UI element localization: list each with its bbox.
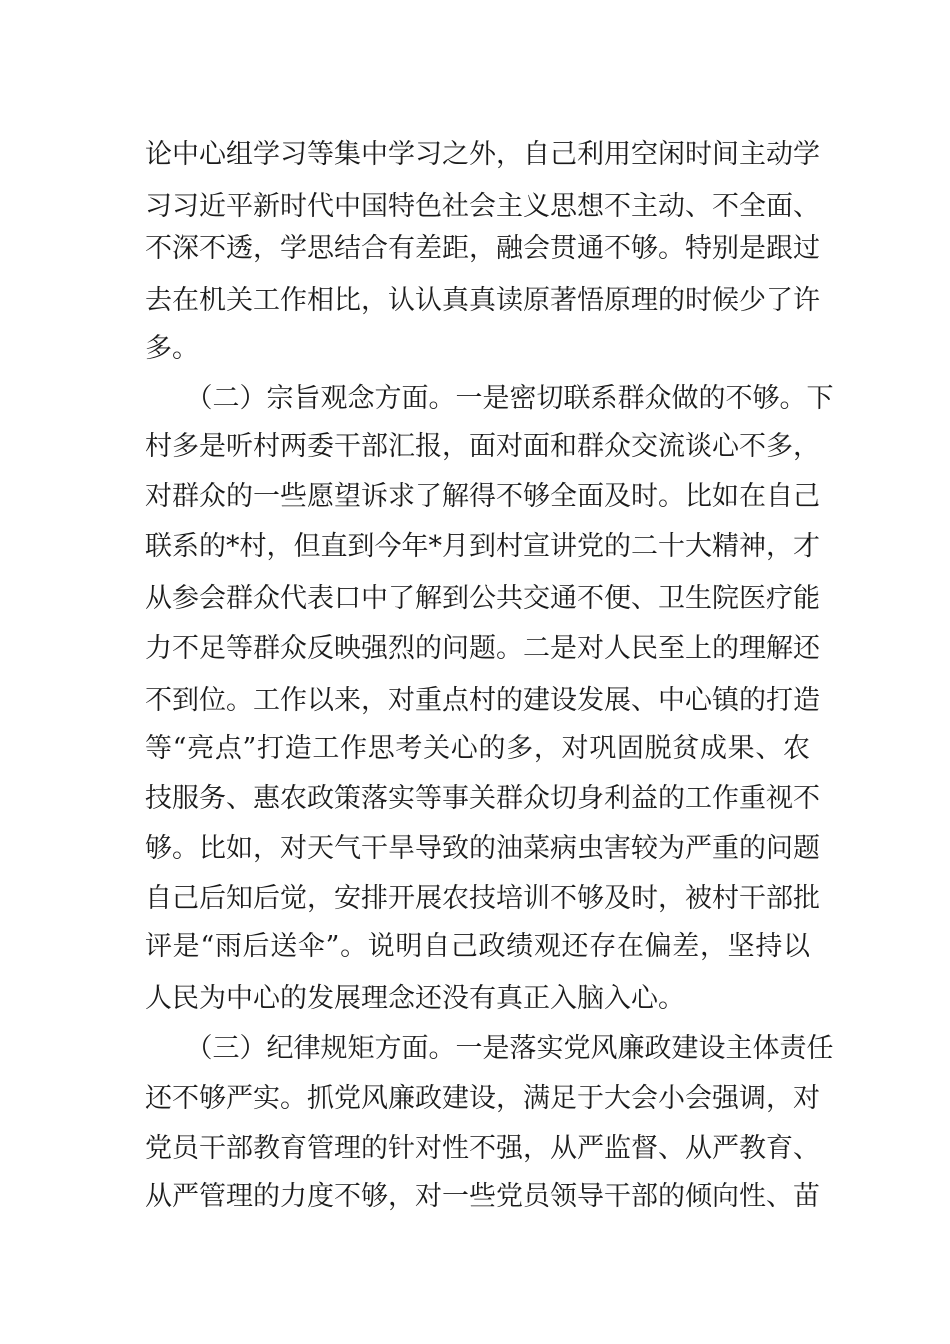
text-line: 还不够严实。抓党风廉政建设，满足于大会小会强调，对 xyxy=(145,1083,820,1114)
text-line: 去在机关工作相比，认认真真读原著悟原理的时候少了许 xyxy=(145,285,820,316)
text-line: 自己后知后觉，安排开展农技培训不够及时，被村干部批 xyxy=(145,883,820,914)
text-line: 不到位。工作以来，对重点村的建设发展、中心镇的打造 xyxy=(145,685,820,716)
text-line: 不深不透，学思结合有差距，融会贯通不够。特别是跟过 xyxy=(145,233,820,264)
text-line: 联系的*村，但直到今年*月到村宣讲党的二十大精神，才 xyxy=(145,531,820,562)
text-line: 评是“雨后送伞”。说明自己政绩观还存在偏差，坚持以 xyxy=(145,931,810,962)
text-line: 论中心组学习等集中学习之外，自己利用空闲时间主动学 xyxy=(145,139,820,170)
text-line: 村多是听村两委干部汇报，面对面和群众交流谈心不多， xyxy=(145,431,820,462)
paragraph-heading-line: （三）纪律规矩方面。一是落实党风廉政建设主体责任 xyxy=(145,1033,834,1064)
text-line: 党员干部教育管理的针对性不强，从严监督、从严教育、 xyxy=(145,1133,820,1164)
text-line: 多。 xyxy=(145,333,199,364)
text-line: 等“亮点”打造工作思考关心的多，对巩固脱贫成果、农 xyxy=(145,733,810,764)
text-line: 从严管理的力度不够，对一些党员领导干部的倾向性、苗 xyxy=(145,1181,820,1212)
text-line: 习习近平新时代中国特色社会主义思想不主动、不全面、 xyxy=(145,191,820,222)
text-line: 对群众的一些愿望诉求了解得不够全面及时。比如在自己 xyxy=(145,481,820,512)
text-line: 力不足等群众反映强烈的问题。二是对人民至上的理解还 xyxy=(145,633,820,664)
text-line: 够。比如，对天气干旱导致的油菜病虫害较为严重的问题 xyxy=(145,833,820,864)
text-line: 从参会群众代表口中了解到公共交通不便、卫生院医疗能 xyxy=(145,583,820,614)
text-line: 技服务、惠农政策落实等事关群众切身利益的工作重视不 xyxy=(145,783,820,814)
paragraph-heading-line: （二）宗旨观念方面。一是密切联系群众做的不够。下 xyxy=(145,383,834,414)
text-line: 人民为中心的发展理念还没有真正入脑入心。 xyxy=(145,983,685,1014)
